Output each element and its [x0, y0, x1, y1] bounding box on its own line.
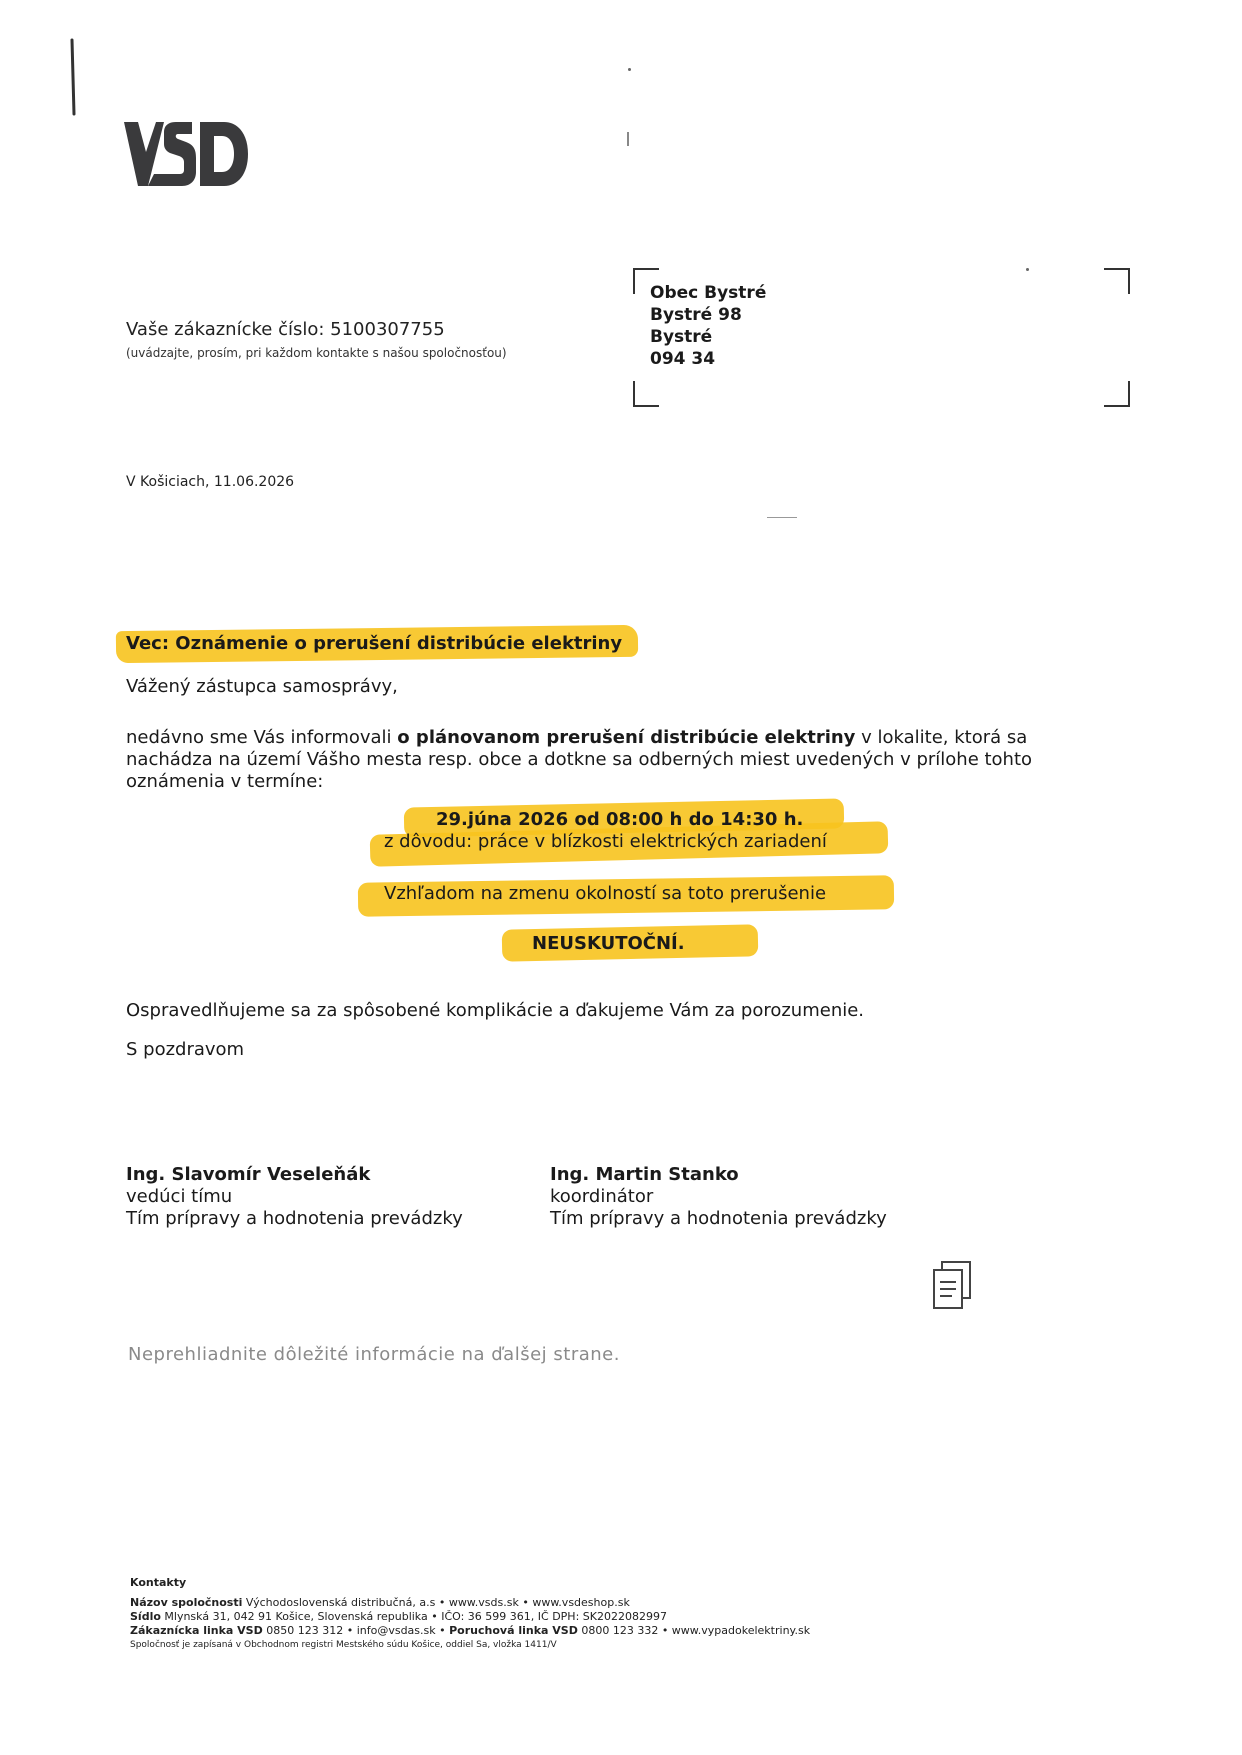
intro-rest-text: v lokalite, ktorá sa nachádza na území Vášho mesta resp. obce a dotkne sa odberných miest uvedených v prílohe tohto oznámenia v termíne:	[126, 727, 1033, 792]
letter-date: V Košiciach, 11.06.2026	[126, 474, 295, 490]
scan-speck	[1026, 268, 1029, 271]
change-notice: Vzhľadom na zmenu okolností sa toto prerušenie	[384, 883, 827, 904]
signatory-2	[550, 1164, 887, 1230]
outage-date-time: 29.júna 2026 od 08:00 h do 14:30 h.	[436, 809, 804, 830]
signatory-role: koordinátor	[550, 1186, 654, 1207]
recipient-address	[650, 282, 766, 370]
customer-number-note: (uvádzajte, prosím, pri každom kontakte s našou spoločnosťou)	[126, 346, 507, 360]
footer-label: Zákaznícka linka VSD	[130, 1624, 263, 1637]
cancelled-notice: NEUSKUTOČNÍ.	[532, 933, 685, 954]
footer-text: Východoslovenská distribučná, a.s • www.vsds.sk • www.vsdeshop.sk	[242, 1596, 630, 1609]
signatory-team: Tím prípravy a hodnotenia prevádzky	[126, 1208, 463, 1229]
footer-registry: Spoločnosť je zapísaná v Obchodnom registri Mestského súdu Košice, oddiel Sa, vložka 1411/V	[130, 1640, 557, 1650]
signatory-team: Tím prípravy a hodnotenia prevádzky	[550, 1208, 887, 1229]
footer-seat-line	[130, 1610, 810, 1624]
scan-mark	[767, 517, 797, 518]
footer-label: Poruchová linka VSD	[449, 1624, 578, 1637]
footer-title: Kontakty	[130, 1576, 187, 1589]
signatory-name: Ing. Slavomír Veseleňák	[126, 1164, 371, 1185]
footer-contacts	[130, 1576, 810, 1652]
footer-text: 0850 123 312 • info@vsdas.sk •	[262, 1624, 450, 1637]
intro-paragraph	[126, 727, 1086, 793]
salutation: Vážený zástupca samosprávy,	[126, 676, 398, 697]
intro-text: nedávno sme Vás informovali	[126, 727, 398, 748]
recipient-line: Bystré 98	[650, 305, 742, 325]
outage-reason: z dôvodu: práce v blízkosti elektrických zariadení	[384, 831, 827, 852]
footer-label: Sídlo	[130, 1610, 161, 1623]
signatory-1	[126, 1164, 463, 1230]
scan-speck	[628, 68, 631, 71]
scan-mark	[627, 132, 629, 146]
customer-number: Vaše zákaznícke číslo: 5100307755	[126, 319, 445, 340]
next-page-note: Neprehliadnite dôležité informácie na ďalšej strane.	[128, 1344, 620, 1365]
signatory-name: Ing. Martin Stanko	[550, 1164, 739, 1185]
footer-label: Názov spoločnosti	[130, 1596, 243, 1609]
footer-text: Mlynská 31, 042 91 Košice, Slovenská republika • IČO: 36 599 361, IČ DPH: SK2022082997	[160, 1610, 667, 1623]
recipient-line: Obec Bystré	[650, 283, 767, 303]
signatory-role: vedúci tímu	[126, 1186, 233, 1207]
vsd-logo	[124, 122, 248, 186]
closing-text: S pozdravom	[126, 1039, 245, 1060]
apology-text: Ospravedlňujeme sa za spôsobené komplikácie a ďakujeme Vám za porozumenie.	[126, 1000, 865, 1021]
footer-company-line	[130, 1596, 810, 1610]
margin-pen-mark	[70, 38, 74, 114]
footer-text: 0800 123 332 • www.vypadokelektriny.sk	[577, 1624, 811, 1637]
recipient-line: 094 34	[650, 349, 716, 369]
intro-bold-text: o plánovanom prerušení distribúcie elektriny	[397, 727, 856, 748]
address-bracket-bottom-left	[633, 381, 659, 407]
recipient-line: Bystré	[650, 327, 713, 347]
footer-phone-line	[130, 1624, 810, 1638]
address-bracket-top-right	[1104, 268, 1130, 294]
address-bracket-bottom-right	[1104, 381, 1130, 407]
document-stack-icon	[930, 1260, 974, 1312]
letter-subject: Vec: Oznámenie o prerušení distribúcie elektriny	[126, 633, 623, 654]
